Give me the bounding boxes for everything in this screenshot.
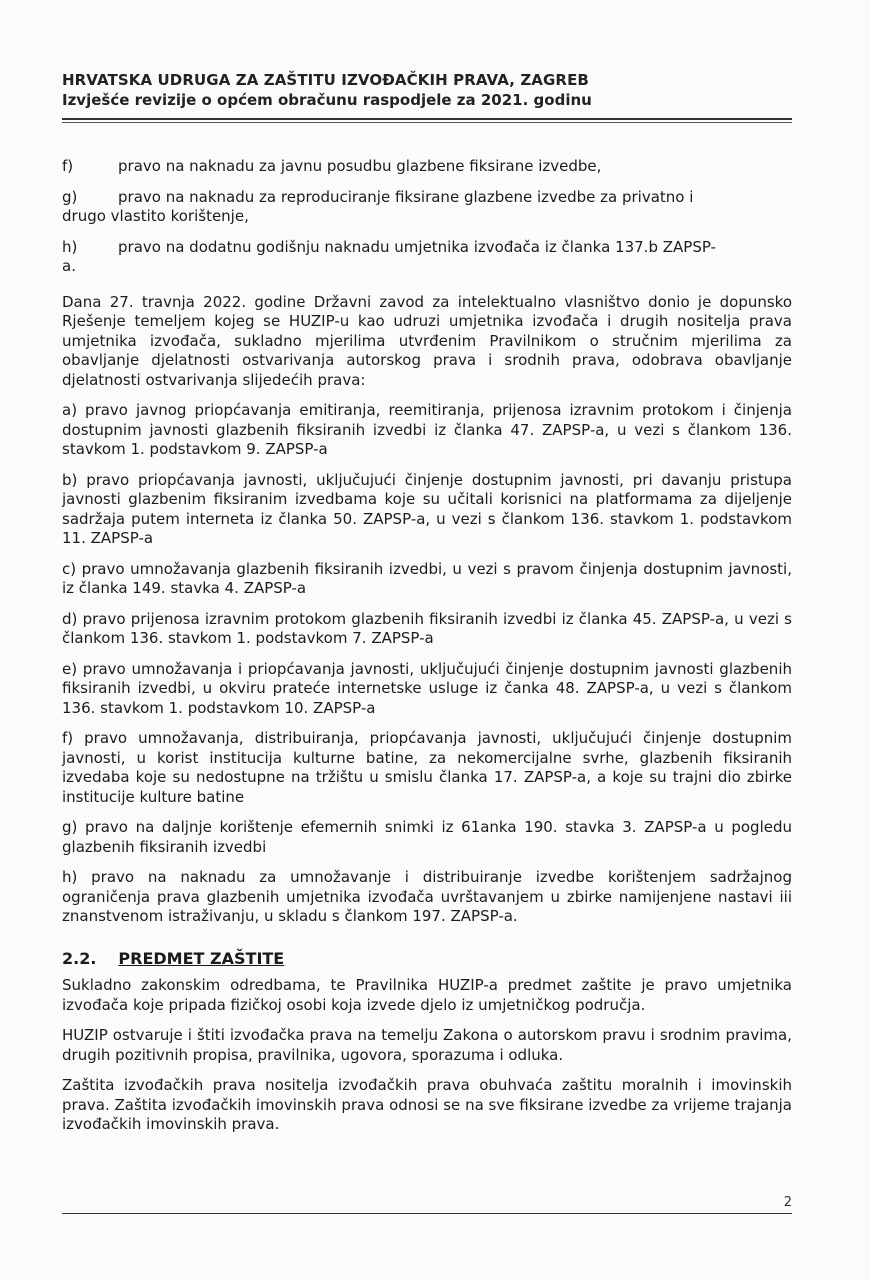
list-item [62, 188, 792, 227]
list-item: d) pravo prijenosa izravnim protokom glazbenih fiksiranih izvedbi iz članka 45. ZAPSP-a, u vezi s člankom 136. stavkom 1. podstavkom 7. ZAPSP-a [62, 609, 792, 647]
list-item [62, 157, 792, 177]
page-header [62, 70, 792, 110]
page-number: 2 [783, 1195, 792, 1210]
list-item: c) pravo umnožavanja glazbenih fiksiranih izvedbi, u vezi s pravom činjenja dostupnim javnosti, iz članka 149. stavka 4. ZAPSP-a [62, 559, 792, 597]
list-item-label: h) [62, 237, 78, 256]
list-item-continuation: a. [62, 257, 76, 275]
list-item: b) pravo priopćavanja javnosti, uključujući činjenje dostupnim javnosti, pri davanju pristupa javnosti glazbenim fiksiranim izvedbama koje su učitali korisnici na platformama za dijeljenje sadržaja putem interneta iz članka 50. ZAPSP-a, u vezi s člankom 136. stavkom 1. podstavkom 11. ZAPSP-a [62, 470, 792, 547]
list-item [62, 238, 792, 277]
list-item: e) pravo umnožavanja i priopćavanja javnosti, uključujući činjenje dostupnim javnosti glazbenih fiksiranih izvedbi, u okviru prateće internetske usluge iz čanka 48. ZAPSP-a, u vezi s člankom 136. stavkom 1. podstavkom 10. ZAPSP-a [62, 659, 792, 717]
intro-paragraph: Dana 27. travnja 2022. godine Državni zavod za intelektualno vlasništvo donio je dopunsko Rješenje temeljem kojeg se HUZIP-u kao udruzi umjetnika izvođača i drugih nositelja prava umjetnika izvođača, sukladno mjerilima utvrđenim Pravilnikom o stručnim mjerilima za obavljanje djelatnosti ostvarivanja autorskog prava i srodnih prava, odobrava obavljanje djelatnosti ostvarivanja slijedećih prava: [62, 292, 792, 389]
header-subtitle: Izvješće revizije o općem obračunu raspodjele za 2021. godinu [62, 91, 592, 109]
list-item-continuation: drugo vlastito korištenje, [62, 207, 249, 225]
header-rule [62, 118, 792, 120]
list-item: h) pravo na naknadu za umnožavanje i distribuiranje izvedbe korištenjem sadržajnog ograničenja prava glazbenih umjetnika izvođača uvrštavanjem u zbirke namijenjene nastavi iii znanstvenom istraživanju, u skladu s člankom 197. ZAPSP-a. [62, 868, 792, 925]
document-body [62, 157, 792, 1146]
section-paragraph: Sukladno zakonskim odredbama, te Pravilnika HUZIP-a predmet zaštite je pravo umjetnika izvođača koje pripada fizičkoj osobi koja izvede djelo iz umjetničkog područja. [62, 976, 792, 1014]
list-item-text: pravo na naknadu za javnu posudbu glazbene fiksirane izvedbe, [118, 157, 602, 175]
section-heading [62, 949, 792, 969]
list-item-label: g) [62, 187, 78, 206]
list-item-text: pravo na naknadu za reproduciranje fiksirane glazbene izvedbe za privatno i [118, 187, 694, 206]
section-title: PREDMET ZAŠTITE [118, 948, 285, 968]
section-paragraph: Zaštita izvođačkih prava nositelja izvođačkih prava obuhvaća zaštitu moralnih i imovinskih prava. Zaštita izvođačkih imovinskih prava odnosi se na sve fiksirane izvedbe za vrijeme trajanja izvođačkih imovinskih prava. [62, 1076, 792, 1133]
section-number: 2.2. [62, 948, 97, 968]
list-item: a) pravo javnog priopćavanja emitiranja, reemitiranja, prijenosa izravnim protokom i činjenja dostupnim javnosti glazbenih fiksiranih izvedbi iz članka 47. ZAPSP-a, u vezi s člankom 136. stavkom 1. podstavkom 9. ZAPSP-a [62, 401, 792, 458]
rights-list-2 [62, 401, 792, 927]
list-item-label: f) [62, 157, 74, 175]
header-rule-thin [62, 122, 792, 123]
list-item: f) pravo umnožavanja, distribuiranja, priopćavanja javnosti, uključujući činjenje dostupnim javnosti, u korist institucija kulturne batine, za nekomercijalne svrhe, glazbenih fiksiranih izvedaba koje su nedostupne na tržištu u smislu članka 17. ZAPSP-a, a koje su trajni dio zbirke institucije kulture batine [62, 729, 792, 806]
footer-rule [62, 1213, 792, 1214]
rights-list-1 [62, 157, 792, 277]
header-title: HRVATSKA UDRUGA ZA ZAŠTITU IZVOĐAČKIH PRAVA, ZAGREB [62, 71, 589, 89]
list-item-text: pravo na dodatnu godišnju naknadu umjetnika izvođača iz članka 137.b ZAPSP- [118, 237, 716, 256]
list-item: g) pravo na daljnje korištenje efemernih snimki iz 61anka 190. stavka 3. ZAPSP-a u pogledu glazbenih fiksiranih izvedbi [62, 818, 792, 856]
section-paragraph: HUZIP ostvaruje i štiti izvođačka prava na temelju Zakona o autorskom pravu i srodnim pravima, drugih pozitivnih propisa, pravilnika, ugovora, sporazuma i odluka. [62, 1026, 792, 1064]
